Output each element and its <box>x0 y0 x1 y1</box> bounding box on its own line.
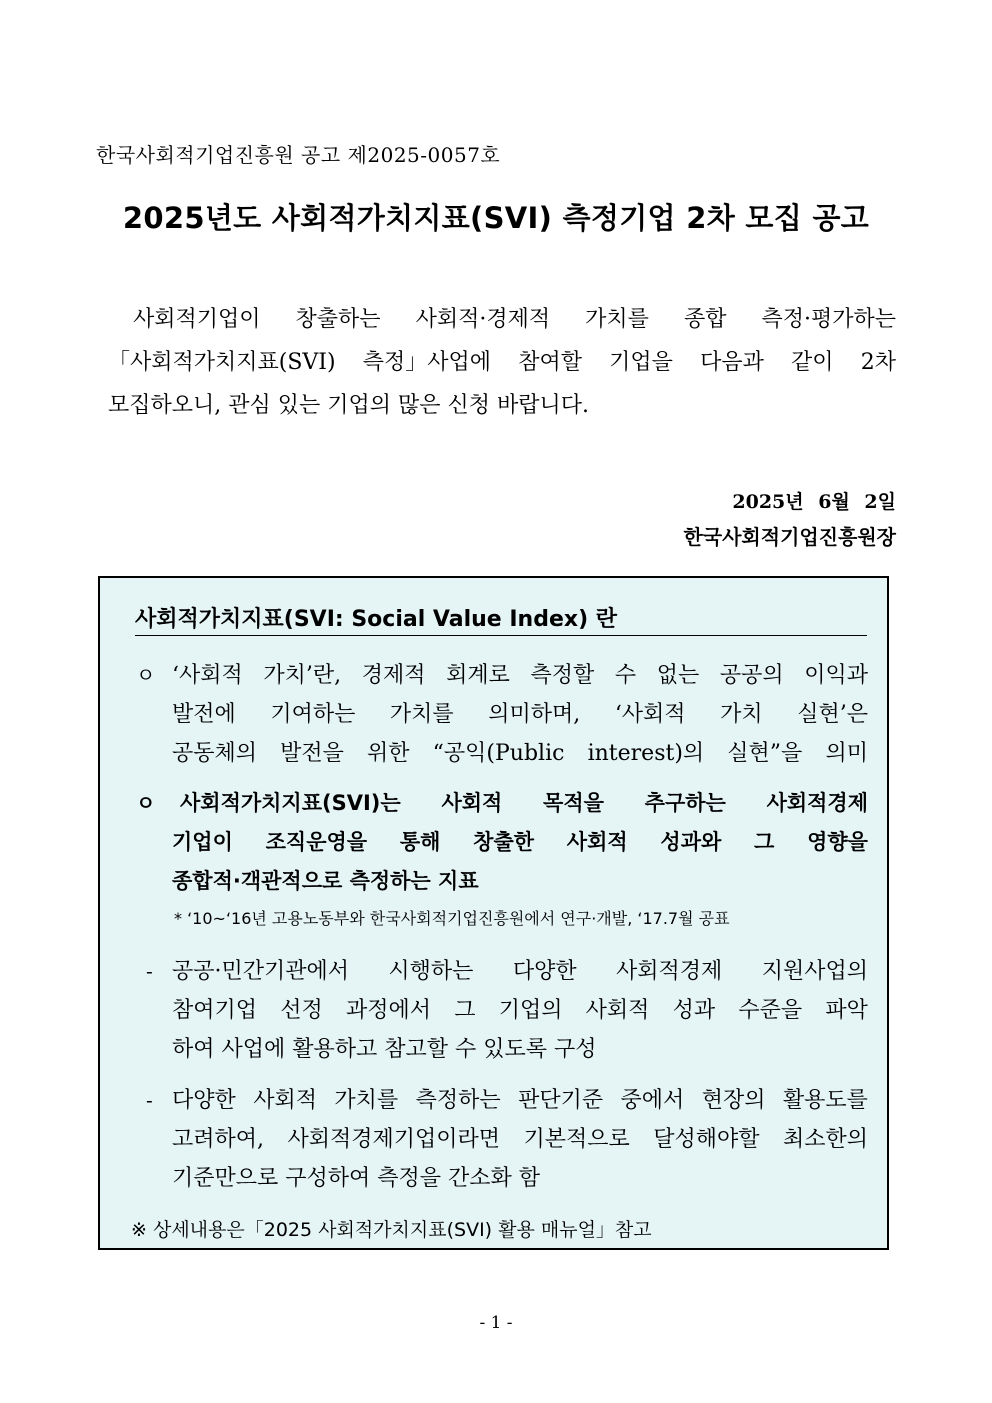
word: 경제적 <box>361 663 426 688</box>
box-heading: 사회적가치지표(SVI: Social Value Index) 란 <box>135 602 867 636</box>
word: 수준을 <box>738 998 803 1023</box>
word: 목적을 <box>543 791 604 815</box>
word: 사회적 <box>566 830 628 854</box>
word: 실현”을 <box>727 741 803 766</box>
word: 선정 <box>280 998 323 1023</box>
word: 영향을 <box>807 830 868 854</box>
intro-line-2 <box>108 341 896 384</box>
item1-line-1 <box>172 656 868 695</box>
item4-line-2 <box>172 1120 868 1159</box>
definition-item-3 <box>136 952 868 1069</box>
word: 사회적 <box>253 1088 317 1113</box>
dash-bullet-icon: - <box>146 1088 153 1112</box>
word: 의미 <box>825 741 868 766</box>
word: 공공의 <box>719 663 784 688</box>
word: 위한 <box>367 741 410 766</box>
word: 종합 <box>683 307 727 332</box>
word: 추구하는 <box>644 791 726 815</box>
word: 측정할 <box>530 663 595 688</box>
word: ‘사회적 <box>172 663 243 688</box>
word: 사회적 <box>441 791 503 815</box>
word: 파악 <box>825 998 868 1023</box>
signer-name: 한국사회적기업진흥원장 <box>683 525 896 549</box>
item2-line-1 <box>172 784 868 823</box>
definition-item-1 <box>136 656 868 773</box>
word: 가치를 <box>585 307 649 332</box>
word: 통해 <box>399 830 441 854</box>
definition-item-4 <box>136 1081 868 1198</box>
page-title: 2025년도 사회적가치지표(SVI) 측정기업 2차 모집 공고 <box>122 201 870 235</box>
word: 회계로 <box>446 663 510 688</box>
word: 그 <box>754 830 775 854</box>
development-note: * ‘10~‘16년 고용노동부와 한국사회적기업진흥원에서 연구·개발, ‘17.7월 공표 <box>174 909 730 928</box>
word: 가치 <box>720 702 763 727</box>
word: 다양한 <box>512 959 577 984</box>
word: 가치’란, <box>263 663 342 688</box>
word: 최소한의 <box>782 1127 868 1152</box>
word: 지원사업의 <box>761 959 868 984</box>
word: 기본적으로 <box>523 1127 630 1152</box>
word: “공익(Public <box>432 741 565 766</box>
word: 발전에 <box>172 702 236 727</box>
word: 그 <box>454 998 476 1023</box>
word: 다음과 <box>700 350 764 375</box>
word: 같이 <box>791 350 834 375</box>
word: 중에서 <box>620 1088 685 1113</box>
circle-bullet-icon: ㅇ <box>136 663 156 687</box>
word: 측정하는 <box>415 1088 501 1113</box>
item1-line-3 <box>172 734 868 773</box>
item2-line-3: 종합적·객관적으로 측정하는 지표 <box>172 869 479 893</box>
word: 이익과 <box>804 663 868 688</box>
intro-line-1 <box>108 298 896 341</box>
word: 현장의 <box>701 1088 766 1113</box>
intro-paragraph <box>108 298 896 427</box>
word: 사회적경제기업이라면 <box>287 1127 501 1152</box>
word: 없는 <box>656 663 700 688</box>
word: 사회적 <box>585 998 650 1023</box>
word: 사회적경제 <box>766 791 868 815</box>
word: 공동체의 <box>172 741 258 766</box>
word: 2차 <box>860 350 896 375</box>
manual-reference: ※ 상세내용은「2025 사회적가치지표(SVI) 활용 매뉴얼」참고 <box>131 1219 652 1241</box>
word: 가치를 <box>389 702 454 727</box>
word: 성과 <box>672 998 716 1023</box>
svi-definition-box <box>98 576 889 1250</box>
item3-line-1 <box>172 952 868 991</box>
word: 가치를 <box>334 1088 399 1113</box>
word: 발전을 <box>280 741 344 766</box>
word: 창출한 <box>473 830 535 854</box>
word: 과정에서 <box>345 998 431 1023</box>
word: 실현’은 <box>797 702 868 727</box>
word: 고려하여, <box>172 1127 265 1152</box>
word: 측정」사업에 <box>362 350 492 375</box>
item3-line-3: 하여 사업에 활용하고 참고할 수 있도록 구성 <box>172 1037 597 1062</box>
word: 기업을 <box>609 350 673 375</box>
word: 활용도를 <box>782 1088 868 1113</box>
item4-line-3: 기준만으로 구성하여 측정을 간소화 함 <box>172 1166 541 1191</box>
item4-line-1 <box>172 1081 868 1120</box>
definition-item-2 <box>136 784 868 901</box>
word: 기업이 <box>172 830 233 854</box>
intro-line-3: 모집하오니, 관심 있는 기업의 많은 신청 바랍니다. <box>108 393 589 418</box>
word: 사회적기업이 <box>133 307 261 332</box>
word: 참여기업 <box>172 998 258 1023</box>
word: 다양한 <box>172 1088 236 1113</box>
word: 조직운영을 <box>265 830 368 854</box>
item3-line-2 <box>172 991 868 1030</box>
word: 시행하는 <box>388 959 474 984</box>
word: 창출하는 <box>295 307 381 332</box>
word: 사회적경제 <box>616 959 723 984</box>
page-number: - 1 - <box>479 1313 513 1333</box>
word: 사회적가치지표(SVI)는 <box>180 791 401 815</box>
dash-bullet-icon: - <box>146 959 153 983</box>
word: 사회적·경제적 <box>415 307 551 332</box>
word: 기여하는 <box>270 702 356 727</box>
word: ‘사회적 <box>614 702 686 727</box>
word: 참여할 <box>518 350 582 375</box>
word: 측정·평가하는 <box>761 307 896 332</box>
circle-bullet-icon: ㅇ <box>136 791 156 815</box>
word: 기업의 <box>498 998 563 1023</box>
word: 의미하며, <box>488 702 581 727</box>
announcement-date: 2025년 6월 2일 <box>732 491 896 513</box>
word: 판단기준 <box>518 1088 604 1113</box>
word: 수 <box>614 663 637 688</box>
word: 공공·민간기관에서 <box>172 959 350 984</box>
notice-number: 한국사회적기업진흥원 공고 제2025-0057호 <box>96 143 501 167</box>
item1-line-2 <box>172 695 868 734</box>
word: 「사회적가치지표(SVI) <box>108 350 336 375</box>
item2-line-2 <box>172 823 868 862</box>
word: 달성해야할 <box>653 1127 760 1152</box>
word: interest)의 <box>587 741 705 766</box>
word: 성과와 <box>660 830 722 854</box>
